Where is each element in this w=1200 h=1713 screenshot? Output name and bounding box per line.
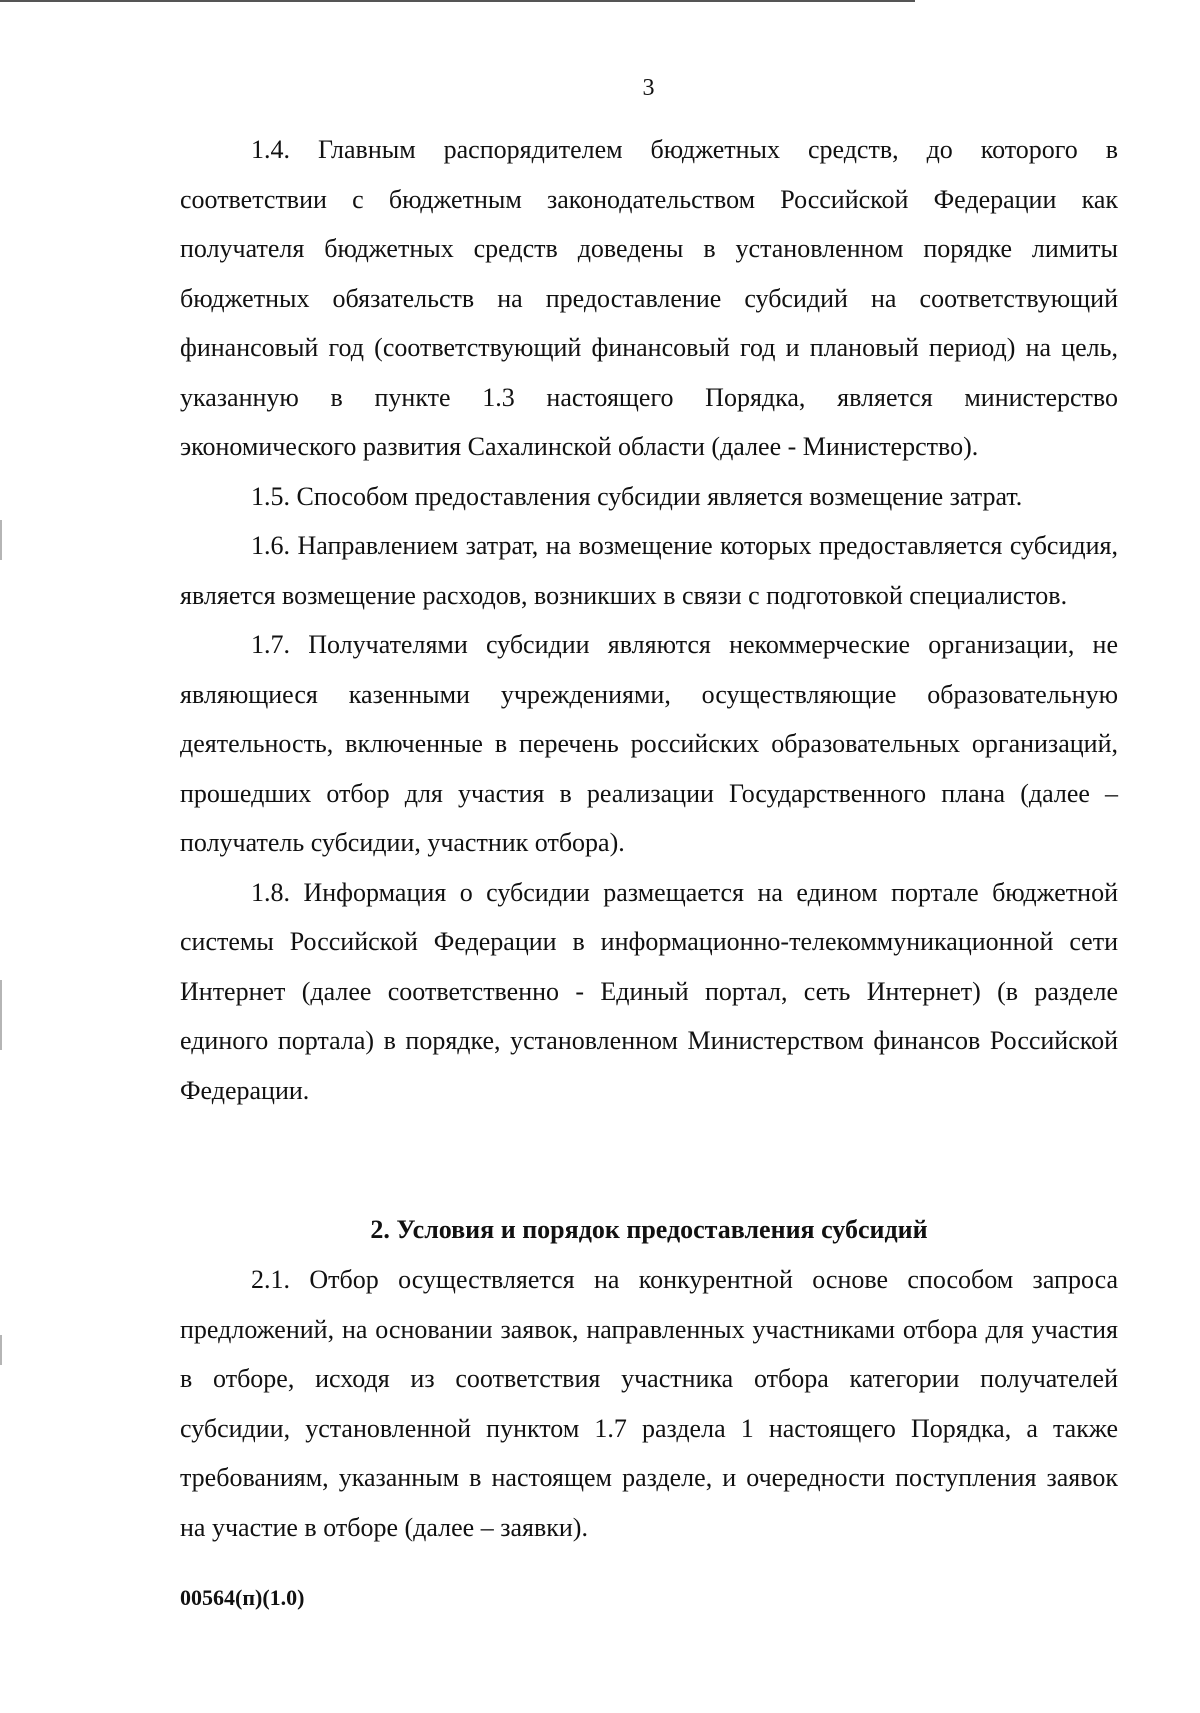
section-2-heading: 2. Условия и порядок предоставления субсидий	[370, 1215, 928, 1244]
paragraph-1-8: 1.8. Информация о субсидии размещается на едином портале бюджетной системы Российской Федерации в информационно-телекоммуникационной сети Интернет (далее соответственно - Единый портал, сеть Интернет) (в разделе единого портала) в порядке, установленном Министерством финансов Российской Федерации.	[180, 877, 1118, 1105]
scan-edge-top	[0, 0, 915, 2]
paragraph-1-6: 1.6. Направлением затрат, на возмещение которых предоставляется субсидия, является возмещение расходов, возникших в связи с подготовкой специалистов.	[180, 531, 1118, 610]
paragraph-2-1: 2.1. Отбор осуществляется на конкурентной основе способом запроса предложений, на основании заявок, направленных участниками отбора для участия в отборе, исходя из соответствия участника отбора категории получателей субсидии, установленной пунктом 1.7 раздела 1 настоящего Порядка, а также требованиям, указанным в настоящем разделе, и очередности поступления заявок на участие в отборе (далее – заявки).	[180, 1265, 1118, 1542]
paragraph-1-7: 1.7. Получателями субсидии являются некоммерческие организации, не являющиеся казенными учреждениями, осуществляющие образовательную деятельность, включенные в перечень российских образовательных организаций, прошедших отбор для участия в реализации Государственного плана (далее – получатель субсидии, участник отбора).	[180, 630, 1118, 857]
page-number: 3	[642, 75, 655, 101]
scan-edge-mark	[0, 980, 2, 1050]
scan-edge-mark	[0, 1335, 2, 1365]
section-2-body	[180, 1255, 1118, 1552]
document-code: 00564(п)(1.0)	[180, 1585, 305, 1610]
paragraph-1-4: 1.4. Главным распорядителем бюджетных средств, до которого в соответствии с бюджетным законодательством Российской Федерации как получателя бюджетных средств доведены в установленном порядке лимиты бюджетных обязательств на предоставление субсидий на соответствующий финансовый год (соответствующий финансовый год и плановый период) на цель, указанную в пункте 1.3 настоящего Порядка, является министерство экономического развития Сахалинской области (далее - Министерство).	[180, 135, 1118, 461]
paragraph-1-5: 1.5. Способом предоставления субсидии является возмещение затрат.	[251, 481, 1023, 511]
scan-edge-mark	[0, 520, 2, 560]
section-1-body	[180, 125, 1118, 1115]
